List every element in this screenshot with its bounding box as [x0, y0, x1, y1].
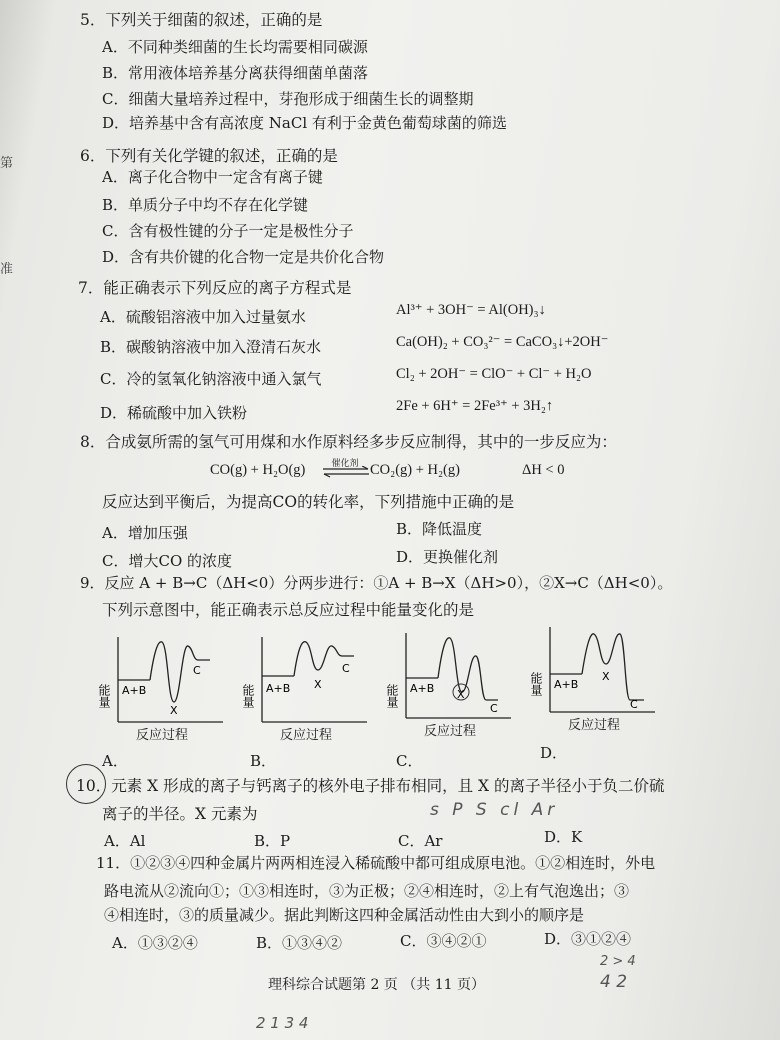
- q5-option-c: C．细菌大量培养过程中，芽孢形成于细菌生长的调整期: [102, 90, 474, 108]
- margin-char-1: 第: [0, 156, 14, 171]
- pencil-note-elements: s P S cl Ar: [430, 800, 559, 820]
- energy-diagram-c: [386, 628, 516, 742]
- diagram-c-y-label: 能量: [386, 684, 399, 708]
- energy-diagram-d: [530, 622, 660, 736]
- q10-option-d: D．K: [544, 828, 583, 846]
- q9-option-c: C．: [396, 752, 423, 770]
- q10-option-c: C．Ar: [398, 832, 443, 850]
- q7-equation-c: Cl₂ + 2OH⁻ = ClO⁻ + Cl⁻ + H₂O: [396, 366, 592, 382]
- diagram-c-ab-label: A+B: [410, 682, 435, 695]
- diagram-c-x-axis-label: 反应过程: [424, 724, 477, 739]
- q11-option-c: C．③④②①: [400, 932, 487, 950]
- q7-option-a: A．硫酸铝溶液中加入过量氨水: [100, 308, 306, 326]
- equilibrium-arrow-icon: [322, 466, 370, 478]
- q10-stem: 10．元素 X 形成的离子与钙离子的核外电子排布相同，且 X 的离子半径小于负二价硫: [76, 777, 665, 795]
- q11-option-d: D．③①②④: [544, 930, 632, 948]
- q5-stem: 5．下列关于细菌的叙述，正确的是: [80, 11, 323, 29]
- q8-option-d: D．更换催化剂: [396, 548, 499, 566]
- q9-option-a: A．: [102, 752, 128, 770]
- q8-reaction-right: CO₂(g) + H₂(g): [370, 462, 460, 478]
- pencil-note-order: 2 1 3 4: [256, 1014, 309, 1032]
- diagram-a-y-label: 能量: [98, 684, 111, 708]
- q9-stem: 9．反应 A + B→C（ΔH<0）分两步进行：①A + B→X（ΔH>0），②X→C（ΔH<0）。: [80, 574, 673, 592]
- q11-option-b: B．①③④②: [256, 934, 343, 952]
- diagram-d-x-label: X: [602, 670, 610, 683]
- q6-option-b: B．单质分子中均不存在化学键: [102, 196, 309, 214]
- diagram-a-x-label: X: [170, 704, 178, 717]
- q9-option-d: D．: [540, 744, 568, 762]
- q11-line1: 11．①②③④四种金属片两两相连浸入稀硫酸中都可组成原电池。①②相连时，外电: [96, 854, 656, 872]
- q7-option-b: B．碳酸钠溶液中加入澄清石灰水: [100, 338, 322, 356]
- q5-option-a: A．不同种类细菌的生长均需要相同碳源: [102, 38, 368, 56]
- pencil-note-42: 4 2: [600, 972, 628, 992]
- q7-equation-d: 2Fe + 6H⁺ = 2Fe³⁺ + 3H₂↑: [396, 398, 554, 414]
- q7-option-d: D．稀硫酸中加入铁粉: [100, 404, 248, 422]
- q8-line2: 反应达到平衡后，为提高CO的转化率，下列措施中正确的是: [102, 493, 515, 511]
- q5-option-b: B．常用液体培养基分离获得细菌单菌落: [102, 64, 369, 82]
- q9-line2: 下列示意图中，能正确表示总反应过程中能量变化的是: [102, 601, 475, 619]
- energy-diagram-a: [98, 632, 228, 746]
- q6-stem: 6．下列有关化学键的叙述，正确的是: [80, 147, 338, 165]
- diagram-b-y-label: 能量: [242, 684, 255, 708]
- diagram-b-x-axis-label: 反应过程: [280, 728, 333, 743]
- q10-line2: 离子的半径。X 元素为: [102, 805, 258, 823]
- q7-equation-b: Ca(OH)₂ + CO₃²⁻ = CaCO₃↓+2OH⁻: [396, 334, 609, 350]
- diagram-a-x-axis-label: 反应过程: [136, 728, 189, 743]
- pencil-note-ratio: 2 > 4: [600, 954, 636, 969]
- diagram-d-ab-label: A+B: [554, 678, 579, 691]
- page-footer: 理科综合试题第 2 页 （共 11 页）: [268, 977, 485, 993]
- q7-equation-a: Al³⁺ + 3OH⁻ = Al(OH)₃↓: [396, 302, 546, 318]
- q8-option-a: A．增加压强: [102, 524, 188, 542]
- q8-catalyst: 催化剂: [331, 459, 359, 469]
- diagram-d-y-label: 能量: [530, 672, 543, 696]
- diagram-d-x-axis-label: 反应过程: [568, 718, 621, 733]
- diagram-a-c-label: C: [193, 664, 201, 677]
- diagram-b-ab-label: A+B: [266, 682, 291, 695]
- q6-option-a: A．离子化合物中一定含有离子键: [102, 168, 323, 186]
- diagram-a-ab-label: A+B: [122, 684, 147, 697]
- q11-line3: ④相连时，③的质量减少。据此判断这四种金属活动性由大到小的顺序是: [104, 906, 585, 924]
- energy-diagram-b: [242, 632, 372, 746]
- q8-stem: 8．合成氨所需的氢气可用煤和水作原料经多步反应制得，其中的一步反应为：: [80, 433, 617, 451]
- margin-char-2: 准: [0, 262, 14, 277]
- q11-line2: 路电流从②流向①；①③相连时，③为正极；②④相连时，②上有气泡逸出；③: [104, 882, 630, 900]
- diagram-d-c-label: C: [630, 698, 638, 711]
- q8-delta-h: ΔH < 0: [522, 462, 565, 478]
- q11-option-a: A．①③②④: [112, 934, 198, 952]
- q6-option-c: C．含有极性键的分子一定是极性分子: [102, 222, 354, 240]
- q8-option-b: B．降低温度: [396, 520, 483, 538]
- q9-option-b: B．: [250, 752, 277, 770]
- q10-option-a: A．Al: [104, 832, 146, 850]
- q8-reaction-left: CO(g) + H₂O(g): [210, 462, 306, 478]
- q10-option-b: B．P: [254, 832, 291, 850]
- q7-stem: 7．能正确表示下列反应的离子方程式是: [78, 279, 352, 297]
- diagram-c-x-label: X: [457, 688, 465, 701]
- q5-option-d: D．培养基中含有高浓度 NaCl 有利于金黄色葡萄球菌的筛选: [102, 114, 507, 132]
- q7-option-c: C．冷的氢氧化钠溶液中通入氯气: [100, 370, 322, 388]
- diagram-c-c-label: C: [490, 702, 498, 715]
- q6-option-d: D．含有共价键的化合物一定是共价化合物: [102, 248, 385, 266]
- diagram-b-x-label: X: [314, 678, 322, 691]
- q8-option-c: C．增大CO 的浓度: [102, 552, 233, 570]
- diagram-b-c-label: C: [342, 662, 350, 675]
